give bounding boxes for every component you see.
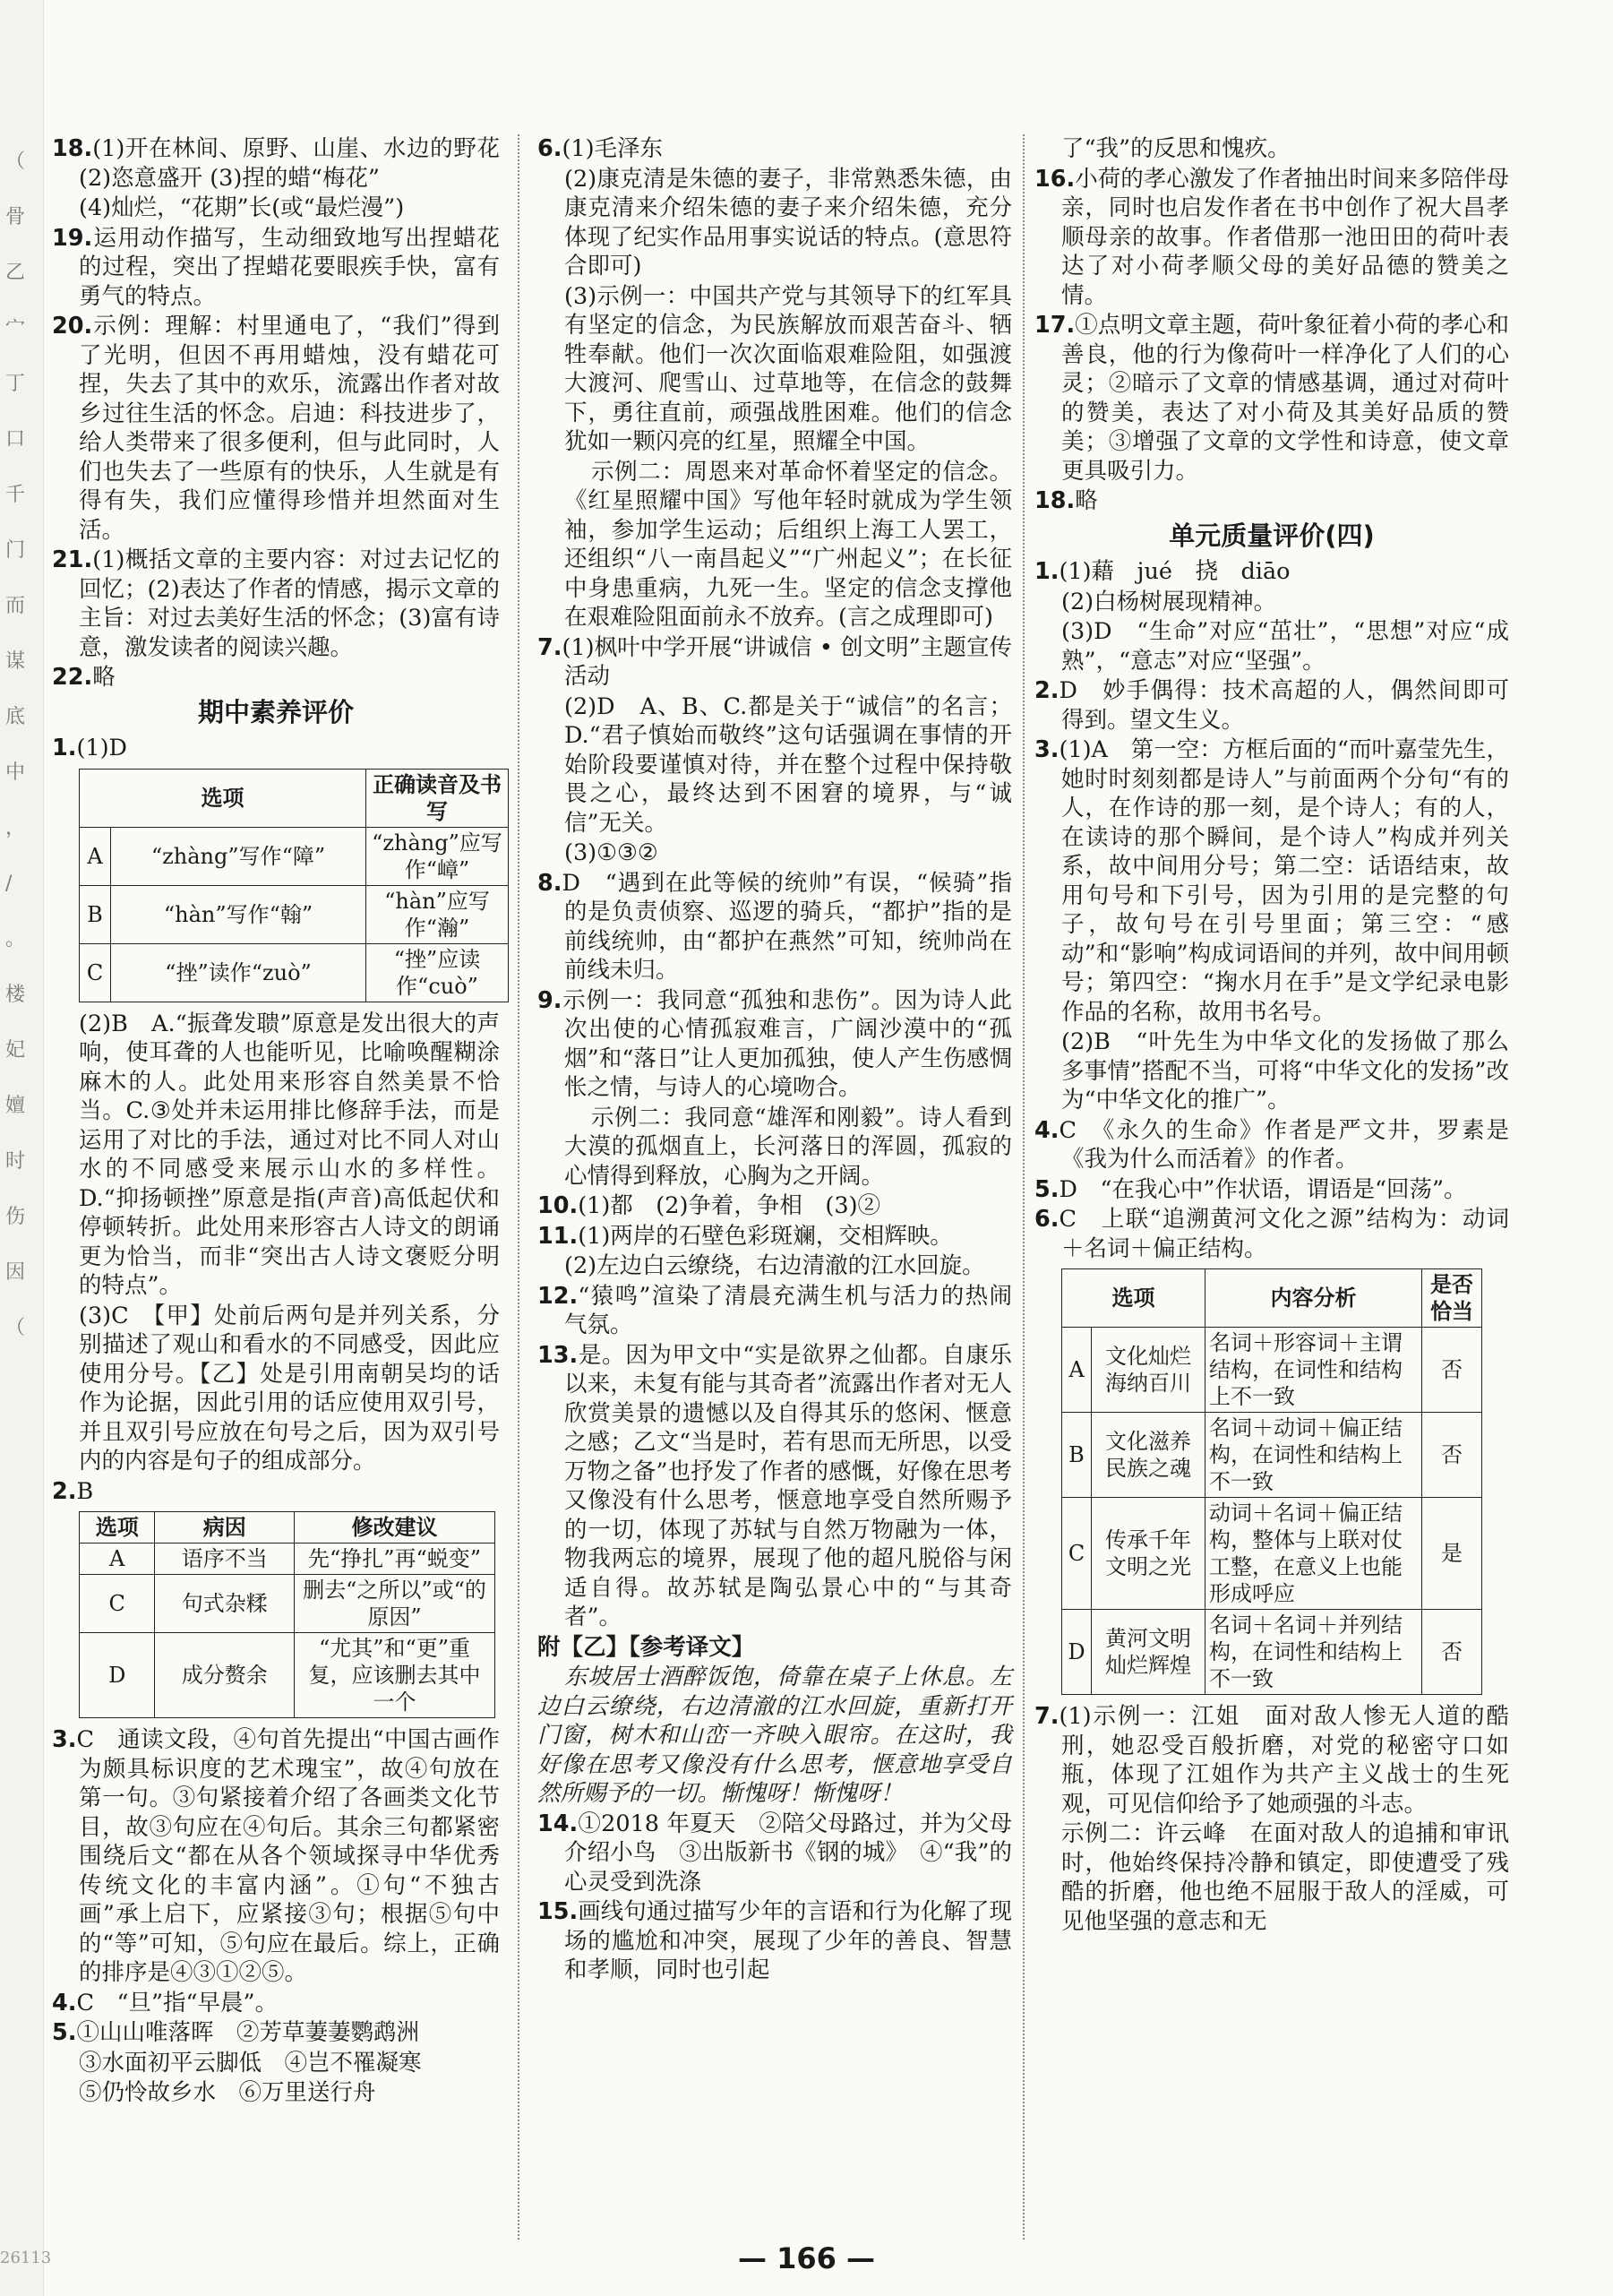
answer-unit-1-2: (2)白杨树展现精神。	[1061, 588, 1277, 615]
column-divider-1	[518, 134, 519, 2240]
answer-mid-7-3: (3)①③②	[564, 839, 658, 866]
answer-mid-5-c: ⑤仍怜故乡水 ⑥万里送行舟	[79, 2079, 376, 2106]
answer-mid-1-3: (3)C 【甲】处前后两句是并列关系，分别描述了观山和看水的不同感受，因此应使用分号。【乙】处是引用南朝吴均的话作为论据，因此引用的话应使用双引号，并且双引号应放在句号之后，因为双引号内的内容是句子的组成部分。	[79, 1302, 500, 1475]
answer-19: 19.运用动作描写，生动细致地写出捏蜡花的过程，突出了捏蜡花要眼疾手快，富有勇气的特点。	[52, 224, 500, 310]
answer-mid-12: 12.“猿鸣”渲染了清晨充满生机与活力的热闹气氛。	[537, 1282, 1012, 1338]
answer-mid-15-cont: 了“我”的反思和愧疚。	[1061, 135, 1291, 162]
answer-mid-2: 2.B	[52, 1477, 94, 1505]
table-header: 选项	[80, 1512, 155, 1544]
table-sentence-errors	[79, 1511, 495, 1718]
edge-mark: 底	[5, 706, 26, 728]
answer-unit-3-2: (2)B “叶先生为中华文化的发扬做了那么多事情”搭配不当，可将“中华文化的发扬”改为“中华文化的推广”。	[1061, 1028, 1509, 1114]
answer-mid-6-3b: 示例二：周恩来对革命怀着坚定的信念。《红星照耀中国》写他年轻时就成为学生领袖，参加学生运动；后组织上海工人罢工，还组织“八一南昌起义”“广州起义”；在长征中身患重病，九死一生。坚定的信念支撑他在艰难险阻面前永不放弃。(言之成理即可)	[564, 458, 1012, 631]
table-row: A 语序不当 先“挣扎”再“蜕变”	[80, 1544, 495, 1575]
answer-unit-1: 1.(1)藉 jué 挠 diāo	[1034, 558, 1291, 585]
table-header: 正确读音及书写	[366, 769, 509, 827]
answer-unit-7: 7.(1)示例一：江姐 面对敌人惨无人道的酷刑，她忍受百般折磨，对党的秘密守口如瓶，体现了江姐作为共产主义战士的生死观，可见信仰给予了她顽强的斗志。	[1034, 1703, 1509, 1818]
answer-mid-9-b: 示例二：我同意“雄浑和刚毅”。诗人看到大漠的孤烟直上，长河落日的浑圆，孤寂的心情得到释放，心胸为之开阔。	[564, 1104, 1012, 1190]
answer-mid-18: 18.略	[1034, 487, 1098, 514]
answer-unit-1-3: (3)D “生命”对应“茁壮”，“思想”对应“成熟”，“意志”对应“坚强”。	[1061, 618, 1509, 675]
edge-mark: 时	[5, 1150, 26, 1173]
table-row: A “zhàng”写作“障” “zhàng”应写作“嶂”	[80, 827, 509, 885]
table-row: C 传承千年文明之光 动词＋名词＋偏正结构，整体与上联对仗工整，在意义上也能形成呼应 是	[1062, 1498, 1482, 1610]
answer-unit-3: 3.(1)A 第一空：方框后面的“而叶嘉莹先生，她时时刻刻都是诗人”与前面两个分句“有的人，在作诗的那一刻，是个诗人；有的人，在读诗的那个瞬间，是个诗人”构成并列关系，故中间用分号；第二空：话语结束，故用句号和下引号，因为引用的是完整的句子，故句号在引号里面；第三空：“感动”和“影响”构成词语间的并列，故中间用顿号；第四空：“掬水月在手”是文学纪录电影作品的名称，故用书名号。	[1034, 736, 1509, 1026]
answer-mid-3: 3.C 通读文段，④句首先提出“中国古画作为颇具标识度的艺术瑰宝”，故④句放在第一句。③句紧接着介绍了各画类文化节目，故③句应在④句后。其余三句都紧密围绕后文“都在从各个领域探寻中华优秀传统文化的丰富内涵”。①句“不独古画”承上启下，应紧接③句；根据⑤句中的“等”可知，⑤句应在最后。综上，正确的排序是④③①②⑤。	[52, 1726, 500, 1986]
answer-unit-7-b: 示例二：许云峰 在面对敌人的追捕和审讯时，他始终保持冷静和镇定，即使遭受了残酷的折磨，他也绝不屈服于敌人的淫威，可见他坚强的意志和无	[1061, 1820, 1509, 1935]
edge-mark: 千	[5, 484, 26, 506]
table-row: B 文化滋养民族之魂 名词＋动词＋偏正结构，在词性和结构上不一致 否	[1062, 1413, 1482, 1498]
edge-mark: 口	[5, 428, 26, 451]
answer-mid-5-b: ③水面初平云脚低 ④岂不罹凝寒	[79, 2049, 422, 2077]
answer-mid-16: 16.小荷的孝心激发了作者抽出时间来多陪伴母亲，同时也启发作者在书中创作了祝大昌孝顺母亲的故事。作者借那一池田田的荷叶表达了对小荷孝顺父母的美好品德的赞美之情。	[1034, 165, 1509, 309]
translation-text: 东坡居士酒醉饭饱，倚靠在桌子上休息。左边白云缭绕，右边清澈的江水回旋，重新打开门窗，树木和山峦一齐映入眼帘。在这时，我好像在思考又像没有什么思考，惬意地享受自然所赐予的一切。惭愧呀！惭愧呀！	[537, 1664, 1012, 1807]
scan-code: 26113	[0, 2249, 52, 2267]
translation-heading: 附【乙】【参考译文】	[537, 1633, 755, 1661]
section-heading-unit-4: 单元质量评价(四)	[1169, 520, 1375, 551]
table-row: A 文化灿烂海纳百川 名词＋形容词＋主谓结构，在词性和结构上不一致 否	[1062, 1328, 1482, 1413]
column-divider-2	[1023, 134, 1025, 2240]
edge-marks	[5, 134, 26, 1356]
answer-mid-17: 17.①点明文章主题，荷叶象征着小荷的孝心和善良，他的行为像荷叶一样净化了人们的心灵；②暗示了文章的情感基调，通过对荷叶的赞美，表达了对小荷及其美好品质的赞美；③增强了文章的文学性和诗意，使文章更具吸引力。	[1034, 312, 1509, 485]
table-header: 是否恰当	[1422, 1269, 1482, 1328]
answer-20: 20.示例：理解：村里通电了，“我们”得到了光明，但因不再用蜡烛，没有蜡花可捏，失去了其中的欢乐，流露出作者对故乡过往生活的怀念。启迪：科技进步了，给人类带来了很多便利，但与此同时，人们也失去了一些原有的快乐，人生就是有得有失，我们应懂得珍惜并坦然面对生活。	[52, 313, 500, 544]
answer-mid-11: 11.(1)两岸的石壁色彩斑斓，交相辉映。	[537, 1222, 953, 1250]
table-row: B “hàn”写作“翰” “hàn”应写作“瀚”	[80, 885, 509, 943]
table-row: D 成分赘余 “尤其”和“更”重复，应该删去其中一个	[80, 1633, 495, 1718]
edge-mark: 因	[5, 1261, 26, 1284]
answer-mid-13: 13.是。因为甲文中“实是欲界之仙都。自康乐以来，未复有能与其奇者”流露出作者对无人欣赏美景的遗憾以及自得其乐的悠闲、惬意之感；乙文“当是时，若有思而无所思，以受万物之备”也抒发了作者的感慨，好像在思考又像没有什么思考，惬意地享受自然所赐予的一切，体现了苏轼与自然万物融为一体，物我两忘的境界，展现了他的超凡脱俗与闲适自得。故苏轼是陶弘景心中的“与其奇者”。	[537, 1341, 1012, 1630]
edge-mark: 丁	[5, 373, 26, 395]
section-heading-midterm: 期中素养评价	[197, 696, 354, 727]
edge-mark: 骨	[5, 206, 26, 228]
edge-mark: （	[5, 150, 26, 173]
answer-mid-4: 4.C “旦”指“早晨”。	[52, 1989, 279, 2017]
answer-mid-7: 7.(1)枫叶中学开展“讲诚信 • 创文明”主题宣传活动	[537, 633, 1012, 690]
table-header: 病因	[155, 1512, 295, 1544]
table-header: 内容分析	[1205, 1269, 1422, 1328]
answer-mid-10: 10.(1)都 (2)争着，争相 (3)②	[537, 1192, 881, 1219]
edge-mark: 中	[5, 761, 26, 784]
answer-unit-4: 4.C 《永久的生命》作者是严文井，罗素是《我为什么而活着》的作者。	[1034, 1116, 1509, 1173]
answer-unit-6: 6.C 上联“追溯黄河文化之源”结构为：动词＋名词＋偏正结构。	[1034, 1206, 1509, 1262]
answer-unit-5: 5.D “在我心中”作状语，谓语是“回荡”。	[1034, 1175, 1467, 1203]
edge-mark: /	[5, 873, 13, 895]
column-3	[1034, 134, 1509, 1937]
answer-mid-9: 9.示例一：我同意“孤独和悲伤”。因为诗人此次出使的心情孤寂难言，广阔沙漠中的“孤烟”和“落日”让人更加孤独，使人产生伤感惆怅之情，与诗人的心境吻合。	[537, 986, 1012, 1101]
edge-mark: 嬗	[5, 1095, 26, 1117]
answer-18: 18.(1)开在林间、原野、山崖、水边的野花 (2)恣意盛开 (3)捏的蜡“梅花”	[52, 135, 500, 192]
edge-mark: 楼	[5, 984, 26, 1006]
column-1	[52, 134, 500, 2109]
edge-mark: 乙	[5, 262, 26, 284]
table-row: C 句式杂糅 删去“之所以”或“的原因”	[80, 1575, 495, 1633]
answer-unit-2: 2.D 妙手偶得：技术高超的人，偶然间即可得到。望文生义。	[1034, 677, 1509, 734]
answer-mid-6-2: (2)康克清是朱德的妻子，非常熟悉朱德，由康克清来介绍朱德的妻子来介绍朱德，充分体现了纪实作品用事实说话的特点。(意思符合即可)	[564, 165, 1012, 279]
answer-mid-15: 15.画线句通过描写少年的言语和行为化解了现场的尴尬和冲突，展现了少年的善良、智慧和孝顺，同时也引起	[537, 1898, 1012, 1983]
edge-mark: ，	[5, 817, 26, 839]
edge-mark: 。	[5, 928, 26, 950]
answer-mid-5: 5.①山山唯落晖 ②芳草萋萋鹦鹉洲	[52, 2019, 419, 2046]
answer-mid-6-3: (3)示例一：中国共产党与其领导下的红军具有坚定的信念，为民族解放而艰苦奋斗、牺牲奉献。他们一次次面临艰难险阻，如强渡大渡河、爬雪山、过草地等，在信念的鼓舞下，勇往直前，顽强战胜困难。他们的信念犹如一颗闪亮的红星，照耀全中国。	[564, 282, 1012, 455]
table-row: C “挫”读作“zuò” “挫”应读作“cuò”	[80, 943, 509, 1002]
left-page-edge	[0, 0, 44, 2296]
table-header: 修改建议	[295, 1512, 495, 1544]
answer-mid-11-b: (2)左边白云缭绕，右边清澈的江水回旋。	[564, 1252, 985, 1279]
edge-mark: 伤	[5, 1206, 26, 1228]
answer-mid-7-2: (2)D A、B、C.都是关于“诚信”的名言；D.“君子慎始而敬终”这句话强调在事情的开始阶段要谨慎对待，并在整个过程中保持敬畏之心，最终达到不困窘的境界，与“诚信”无关。	[564, 692, 1012, 837]
table-header: 选项	[1062, 1269, 1205, 1328]
table-pronunciation	[79, 769, 509, 1002]
answer-mid-8: 8.D “遇到在此等候的统帅”有误，“候骑”指的是负责侦察、巡逻的骑兵，“都护”指的是前线统帅，由“都护在燕然”可知，统帅尚在前线未归。	[537, 869, 1012, 984]
page-number: — 166 —	[737, 2241, 876, 2275]
answer-21: 21.(1)概括文章的主要内容：对过去记忆的回忆；(2)表达了作者的情感，揭示文章的主旨：对过去美好生活的怀念；(3)富有诗意，激发读者的阅读兴趣。	[52, 546, 500, 661]
answer-18-b: (4)灿烂，“花期”长(或“最烂漫”)	[79, 194, 405, 221]
column-2	[537, 134, 1012, 1986]
answer-mid-14: 14.①2018 年夏天 ②陪父母路过，并为父母介绍小鸟 ③出版新书《钢的城》 ④“我”的心灵受到洗涤	[537, 1810, 1012, 1896]
edge-mark: 而	[5, 595, 26, 617]
edge-mark: （	[5, 1317, 26, 1339]
edge-mark: 谋	[5, 650, 26, 673]
edge-mark: 宀	[5, 317, 26, 340]
table-row: D 黄河文明灿烂辉煌 名词＋名词＋并列结构，在词性和结构上不一致 否	[1062, 1610, 1482, 1695]
answer-mid-6: 6.(1)毛泽东	[537, 135, 664, 162]
table-header: 选项	[80, 769, 366, 827]
answer-22: 22.略	[52, 664, 116, 691]
edge-mark: 门	[5, 539, 26, 562]
answer-mid-1-2: (2)B A.“振聋发聩”原意是发出很大的声响，使耳聋的人也能听见，比喻唤醒糊涂麻木的人。此处用来形容自然美景不恰当。C.③处并未运用排比修辞手法，而是运用了对比的手法，通过对比不同人对山水的不同感受来展示山水的多样性。D.“抑扬顿挫”原意是指(声音)高低起伏和停顿转折。此处用来形容古人诗文的朗诵更为恰当，而非“突出古人诗文褒贬分明的特点”。	[79, 1010, 500, 1299]
table-couplet-analysis	[1061, 1268, 1482, 1695]
edge-mark: 妃	[5, 1039, 26, 1062]
answer-mid-1: 1.(1)D	[52, 735, 128, 761]
